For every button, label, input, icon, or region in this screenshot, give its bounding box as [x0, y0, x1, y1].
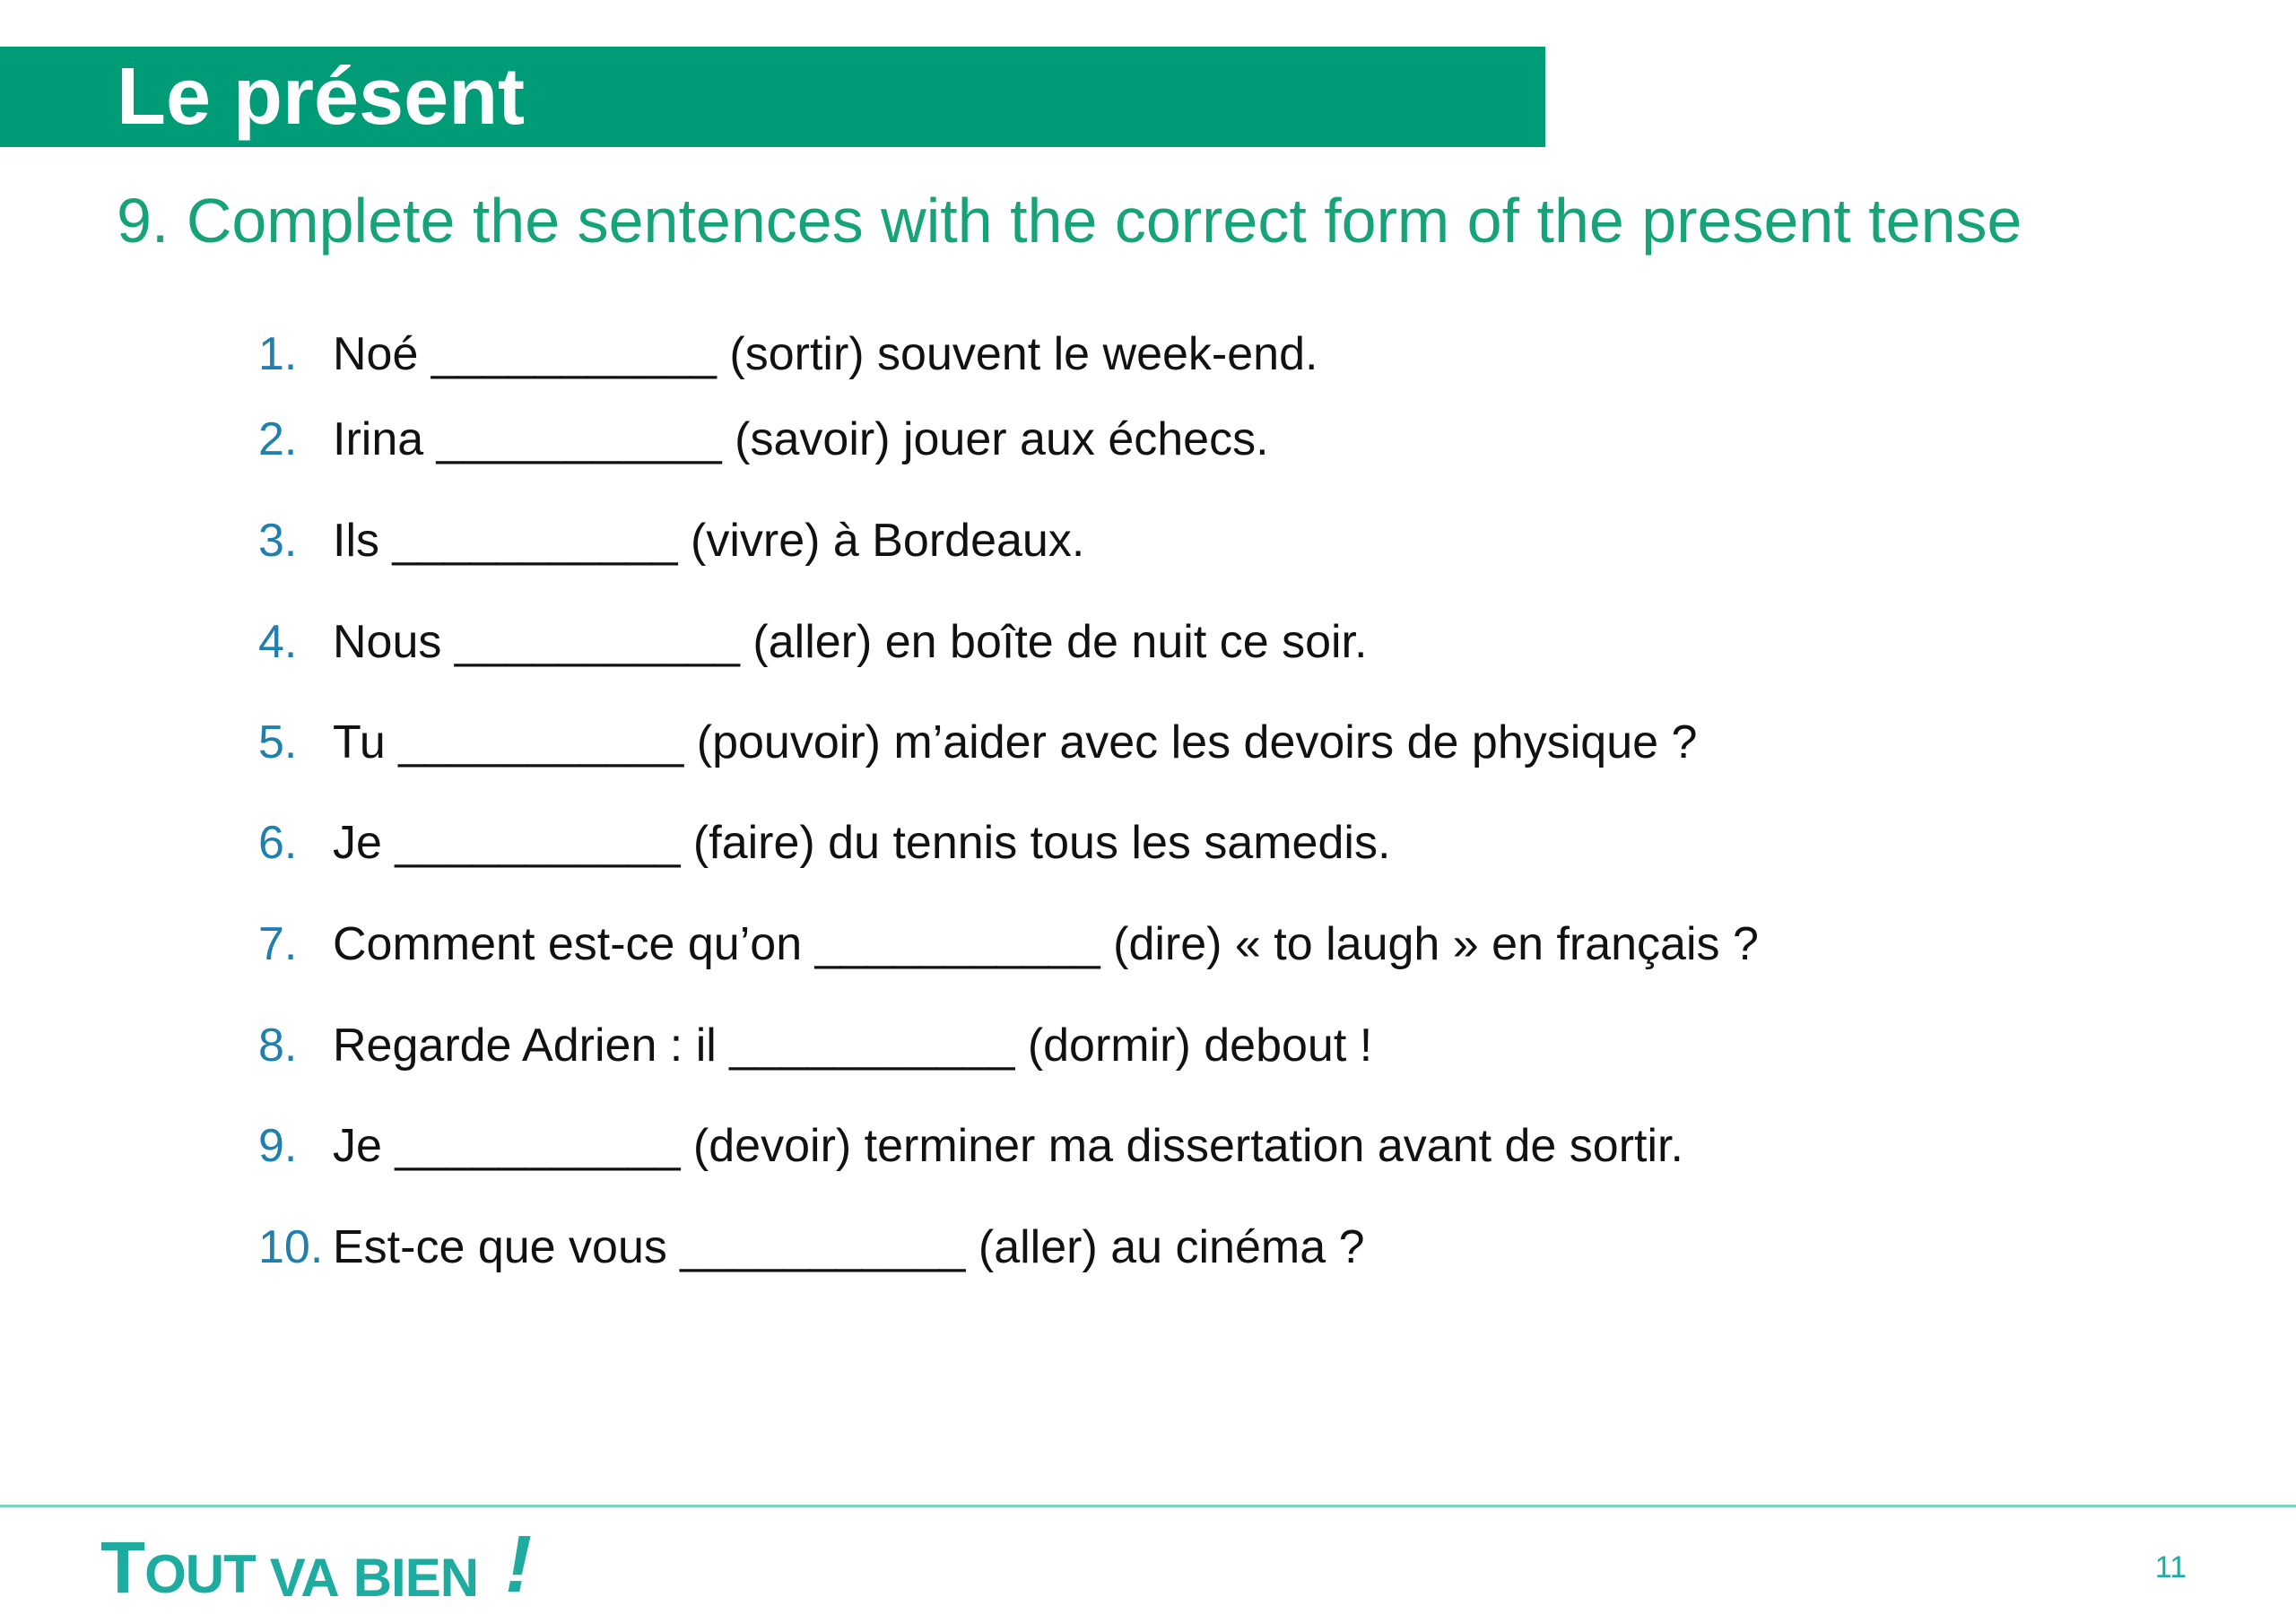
item-sentence: Je ___________ (faire) du tennis tous les samedis.: [333, 817, 1391, 869]
brand-logo: TOUT VA BIEN !: [100, 1520, 532, 1610]
exercise-item: [258, 408, 1269, 471]
item-number: 4.: [258, 616, 298, 668]
item-number: 7.: [258, 918, 298, 970]
exercise-item: [258, 913, 1759, 976]
item-number: 2.: [258, 413, 298, 465]
exercise-item: [258, 509, 1084, 572]
item-sentence: Comment est-ce qu’on ___________ (dire) « to laugh » en français ?: [333, 918, 1759, 970]
item-sentence: Est-ce que vous ___________ (aller) au cinéma ?: [333, 1221, 1365, 1273]
title-banner: [0, 47, 1545, 147]
exercise-item: [258, 1216, 1365, 1279]
exercise-item: [258, 611, 1367, 673]
exercise-item: [258, 1014, 1372, 1077]
exercise-instruction: 9. Complete the sentences with the correct form of the present tense: [117, 186, 2022, 256]
item-sentence: Ils ___________ (vivre) à Bordeaux.: [333, 515, 1085, 567]
item-number: 6.: [258, 817, 298, 869]
item-sentence: Irina ___________ (savoir) jouer aux échecs.: [333, 413, 1269, 465]
item-sentence: Noé ___________ (sortir) souvent le week-end.: [333, 328, 1318, 380]
exercise-item: [258, 812, 1390, 874]
exercise-item: [258, 711, 1697, 774]
item-number: 3.: [258, 515, 298, 567]
item-number: 5.: [258, 716, 298, 768]
item-number: 10.: [258, 1221, 324, 1273]
item-sentence: Regarde Adrien : il ___________ (dormir) debout !: [333, 1020, 1373, 1072]
item-number: 9.: [258, 1120, 298, 1172]
item-number: 8.: [258, 1020, 298, 1072]
exercise-item: [258, 1115, 1683, 1177]
item-number: 1.: [258, 328, 298, 380]
footer-divider: [0, 1505, 2296, 1507]
item-sentence: Nous ___________ (aller) en boîte de nuit ce soir.: [333, 616, 1368, 668]
exercise-item: [258, 323, 1318, 386]
page-number: 11: [2154, 1550, 2187, 1584]
item-sentence: Tu ___________ (pouvoir) m’aider avec les devoirs de physique ?: [333, 716, 1698, 768]
item-sentence: Je ___________ (devoir) terminer ma dissertation avant de sortir.: [333, 1120, 1683, 1172]
page-title: Le présent: [117, 52, 526, 142]
